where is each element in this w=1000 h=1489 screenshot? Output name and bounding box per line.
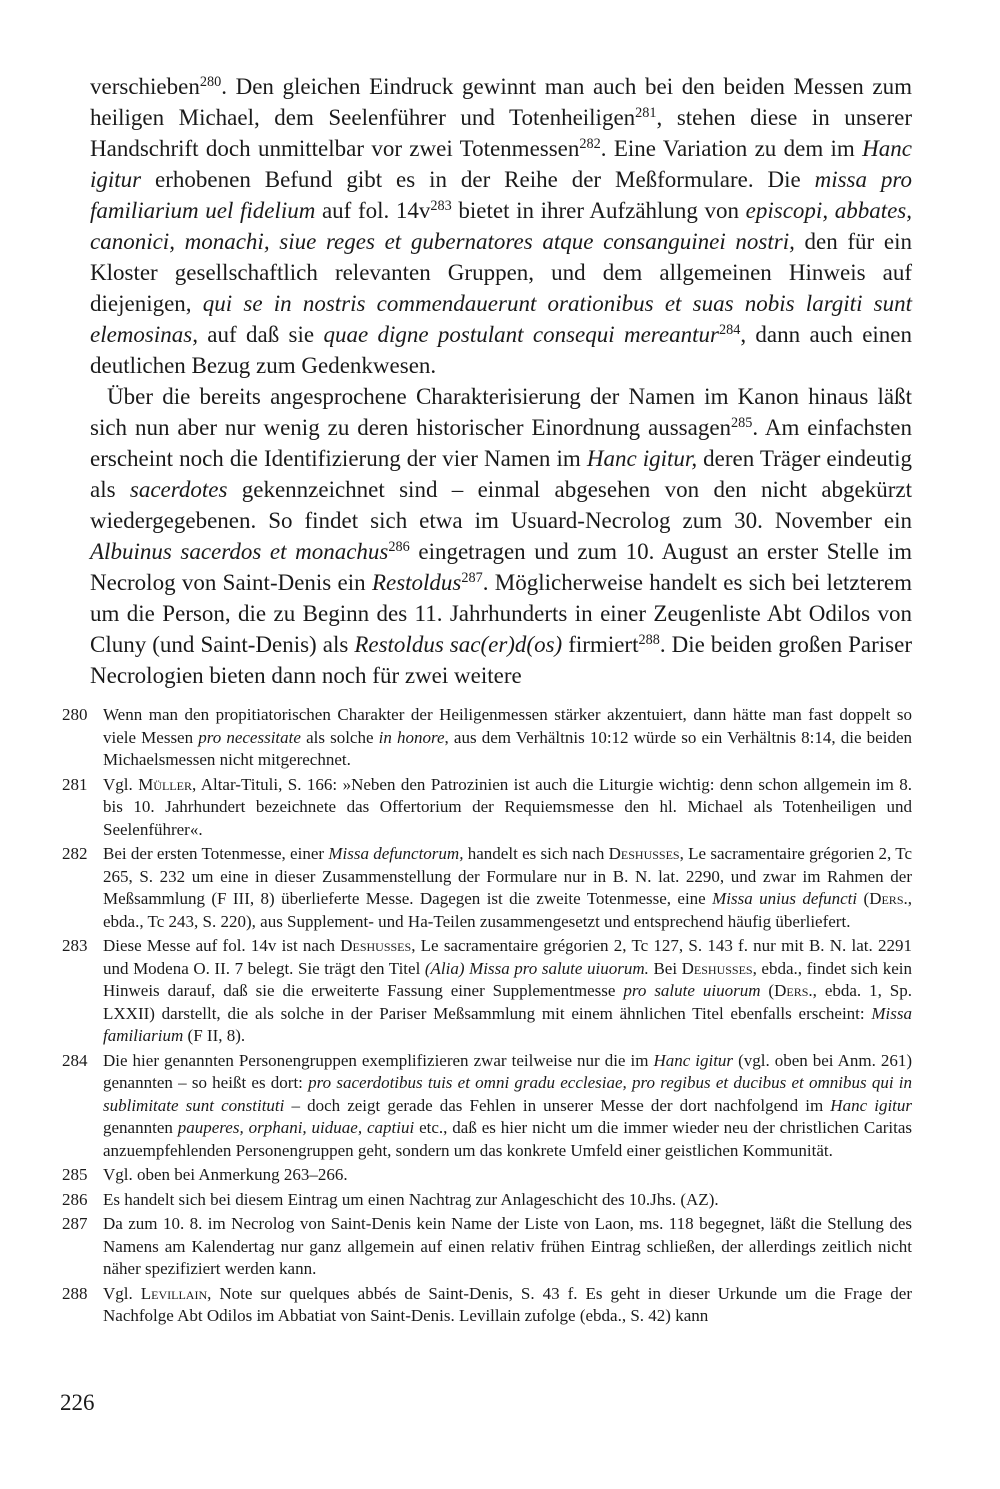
footnote-item: [62, 843, 912, 933]
italic-text: Missa familiarium: [103, 1003, 912, 1045]
italic-text: pauperes, orphani, uiduae, captiui: [177, 1118, 415, 1137]
footnote-ref: 286: [388, 539, 410, 556]
footnote-number: 281: [62, 774, 88, 794]
footnote-text: [103, 704, 912, 772]
text-run: , aus dem Verhältnis 10:12 würde so ein Verhältnis 8:14, die beiden Michaelsmessen nicht mitgerechnet.: [103, 727, 912, 769]
footnote-number: 288: [62, 1283, 88, 1303]
footnote-item: [62, 935, 912, 1048]
text-run: eingetragen und zum 10. August an erster Stelle im Necrolog von Saint-Denis ein: [90, 539, 912, 595]
paragraph-2: [90, 381, 912, 691]
text-run: Vgl. oben bei Anmerkung 263–266.: [103, 1165, 348, 1184]
italic-text: quae digne postulant consequi mereantur: [323, 322, 719, 347]
footnote-number: 287: [62, 1214, 88, 1233]
main-text: [90, 71, 912, 691]
italic-text: Hanc igitur: [90, 136, 912, 192]
text-run: etc., daß es hier nicht um die immer wieder neu der christlichen Caritas anzuempfehlenden Personengruppen geht, sondern um das konkrete Umfeld einer geistlichen Kommunität.: [103, 1118, 913, 1160]
italic-text: missa pro familiarium uel fidelium: [90, 167, 912, 223]
italic-text: Missa unius defuncti: [712, 889, 858, 908]
footnote-item: [62, 1213, 912, 1281]
text-run: auf fol. 14v: [315, 198, 431, 223]
text-run: als solche: [300, 727, 379, 747]
footnote-ref: 282: [579, 136, 601, 153]
italic-text: Restoldus sac(er)d(os): [354, 632, 563, 657]
italic-text: qui se in nostris commendauerunt orationibus et suas nobis largiti sunt elemosinas,: [90, 291, 913, 347]
footnote-ref: 283: [430, 198, 452, 215]
text-run: , dann auch einen deutlichen Bezug zum Gedenkwesen.: [90, 322, 912, 378]
paragraph-1: [90, 71, 912, 381]
footnote-item: [62, 1164, 912, 1187]
author-name: Levillain: [140, 1283, 208, 1303]
footnote-text: [103, 1213, 912, 1281]
text-run: (F II, 8).: [183, 1026, 246, 1045]
footnote-text: [103, 1164, 912, 1187]
text-run: Diese Messe auf fol. 14v ist nach: [103, 936, 341, 955]
text-run: . Möglicherweise handelt es sich bei letzterem um die Person, die zu Beginn des 11. Jahrhunderts in einer Zeugenliste Abt Odilos von Cluny (und Saint-Denis) als: [90, 570, 912, 657]
text-run: firmiert: [562, 632, 639, 657]
footnote-number: 280: [62, 705, 88, 724]
italic-text: (Alia) Missa pro salute uiuorum.: [424, 958, 649, 978]
footnote-text: [103, 843, 912, 933]
text-run: , Note sur quelques abbés de Saint-Denis, S. 43 f. Es geht in dieser Urkunde um die Frage der Nachfolge Abt Odilos im Abbatiat von Saint-Denis. Levillain zufolge (ebda., S. 42) kann: [103, 1283, 913, 1325]
footnote-item: [62, 704, 912, 772]
italic-text: pro salute uiuorum: [623, 981, 761, 1000]
text-run: Bei der ersten Totenmesse, einer: [103, 844, 329, 863]
text-run: – doch zeigt gerade das Fehlen in unserer Messe der dort nachfolgend im: [284, 1095, 831, 1115]
footnotes: [62, 704, 912, 1330]
text-run: Wenn man den propitiatorischen Charakter der Heiligenmessen stärker akzentuiert, dann hätte man fast doppelt so viele Messen: [103, 705, 912, 747]
author-name: Deshusses: [340, 936, 412, 955]
footnote-ref: 287: [461, 570, 483, 587]
text-run: . Am einfachsten erscheint noch die Identifizierung der vier Namen im: [90, 415, 912, 471]
footnote-ref: 280: [199, 74, 222, 91]
text-run: ., ebda. 1, Sp. LXXII) darstellt, die als solche in der Pariser Meßsammlung mit einem ähnlichen Titel ebenfalls erscheint:: [103, 981, 912, 1023]
text-run: , Le sacramentaire grégorien 2, Tc 127, S. 143 f. nur mit B. N. lat. 2291 und Modena O. II. 7 belegt. Sie trägt den Titel: [103, 936, 912, 978]
italic-text: episcopi, abbates, canonici, monachi, siue reges et gubernatores atque consanguinei nostri,: [90, 198, 912, 254]
footnote-number: 282: [62, 844, 88, 863]
author-name: Müller: [138, 774, 192, 794]
footnote-item: [62, 1189, 912, 1212]
italic-text: pro sacerdotibus tuis et omni gradu ecclesiae, pro regibus et ducibus et omnibus qui in sublimitate sunt constituti: [103, 1073, 912, 1115]
footnote-number: 286: [62, 1189, 88, 1209]
text-run: Es handelt sich bei diesem Eintrag um einen Nachtrag zur Anlageschicht des 10.Jhs. (AZ).: [103, 1189, 719, 1209]
footnote-text: [103, 1050, 912, 1163]
text-run: , stehen diese in unserer Handschrift doch unmittelbar vor zwei Totenmessen: [90, 105, 912, 161]
text-run: Die hier genannten Personengruppen exemplifizieren zwar teilweise nur die im: [103, 1050, 654, 1070]
page-number: 226: [60, 1390, 95, 1415]
footnote-item: [62, 1283, 912, 1328]
footnote-item: [62, 774, 912, 842]
text-run: , ebda., findet sich kein Hinweis darauf, daß sie die erweiterte Fassung einer Supplementmesse: [103, 958, 913, 1000]
text-run: Vgl.: [103, 774, 139, 794]
text-run: Da zum 10. 8. im Necrolog von Saint-Denis kein Name der Liste von Laon, ms. 118 begegnet, läßt die Stellung des Namens am Kalendertag nur ganz allgemein auf einen relativ frühen Eintrag schließen, der allerdings zeitlich nicht näher spezifiziert werden kann.: [103, 1214, 912, 1278]
footnote-ref: 285: [731, 415, 753, 432]
text-run: , Le sacramentaire grégorien 2, Tc 265, S. 232 um eine in dieser Zusammenstellung der Formulare nur in B. N. lat. 2290, und zwar im Rahmen der Meßsammlung (F III, 8) überlieferte Messe. Dagegen ist die zweite Totenmesse, eine: [103, 844, 912, 908]
italic-text: Albuinus sacerdos et monachus: [90, 539, 389, 564]
text-run: Bei: [648, 958, 682, 978]
footnote-ref: 284: [718, 322, 741, 339]
footnote-number: 284: [62, 1050, 88, 1070]
text-run: Über die bereits angesprochene Charakterisierung der Namen im Kanon hinaus läßt sich nun aber nur wenig zu deren historischer Einordnung aussagen: [90, 384, 912, 440]
text-run: genannten: [103, 1118, 178, 1137]
text-run: . Eine Variation zu dem im: [600, 136, 863, 161]
text-run: (: [760, 981, 775, 1000]
italic-text: Missa defunctorum,: [328, 844, 464, 863]
author-name: Ders: [869, 889, 904, 908]
footnote-number: 283: [62, 936, 88, 955]
footnote-item: [62, 1050, 912, 1163]
footnote-text: [103, 774, 912, 842]
text-run: bietet in ihrer Aufzählung von: [451, 198, 746, 223]
text-run: , Altar-Tituli, S. 166: »Neben den Patrozinien ist auch die Liturgie wichtig: denn schon allgemein im 8. bis 10. Jahrhundert bezeichnete das Offertorium der Requiemsmesse den hl. Michael als Totenheiligen und Seelenführer«.: [103, 774, 913, 839]
italic-text: Hanc igitur: [653, 1050, 734, 1070]
footnote-number: 285: [62, 1165, 88, 1184]
author-name: Deshusses: [681, 958, 753, 978]
text-run: erhobenen Befund gibt es in der Reihe der Meßformulare. Die: [141, 167, 815, 192]
italic-text: Restoldus: [371, 570, 462, 595]
footnote-ref: 288: [638, 632, 660, 649]
italic-text: pro necessitate: [198, 727, 301, 747]
text-run: handelt es sich nach: [463, 844, 609, 863]
italic-text: sacerdotes: [129, 477, 228, 502]
text-run: . Die beiden großen Pariser Necrologien bieten dann noch für zwei weitere: [90, 632, 912, 688]
text-run: auf daß sie: [197, 322, 324, 347]
text-run: (vgl. oben bei Anm. 261) genannten – so heißt es dort:: [103, 1050, 913, 1092]
text-run: (: [857, 889, 870, 908]
text-run: ., ebda., Tc 243, S. 220), aus Supplement- und Ha-Teilen zusammengesetzt und entsprechend häufig überliefert.: [103, 889, 912, 931]
author-name: Ders: [774, 981, 809, 1000]
footnote-text: [103, 1189, 912, 1212]
text-run: gekennzeichnet sind – einmal abgesehen von den nicht abgekürzt wiedergegebenen. So findet sich etwa im Usuard-Necrolog zum 30. November ein: [90, 477, 912, 533]
italic-text: in honore: [378, 727, 445, 747]
italic-text: Hanc igitur: [830, 1095, 913, 1115]
text-run: verschieben: [90, 74, 200, 99]
author-name: Deshusses: [608, 844, 680, 863]
text-run: . Den gleichen Eindruck gewinnt man auch bei den beiden Messen zum heiligen Michael, dem Seelenführer und Totenheiligen: [90, 74, 912, 130]
text-run: deren Träger eindeutig als: [90, 446, 913, 502]
footnote-text: [103, 1283, 912, 1328]
footnote-ref: 281: [635, 105, 657, 122]
text-run: den für ein Kloster gesellschaftlich relevanten Gruppen, und dem allgemeinen Hinweis auf diejenigen,: [90, 229, 912, 316]
text-run: Vgl.: [103, 1283, 141, 1303]
footnote-text: [103, 935, 912, 1048]
italic-text: Hanc igitur,: [586, 446, 698, 471]
